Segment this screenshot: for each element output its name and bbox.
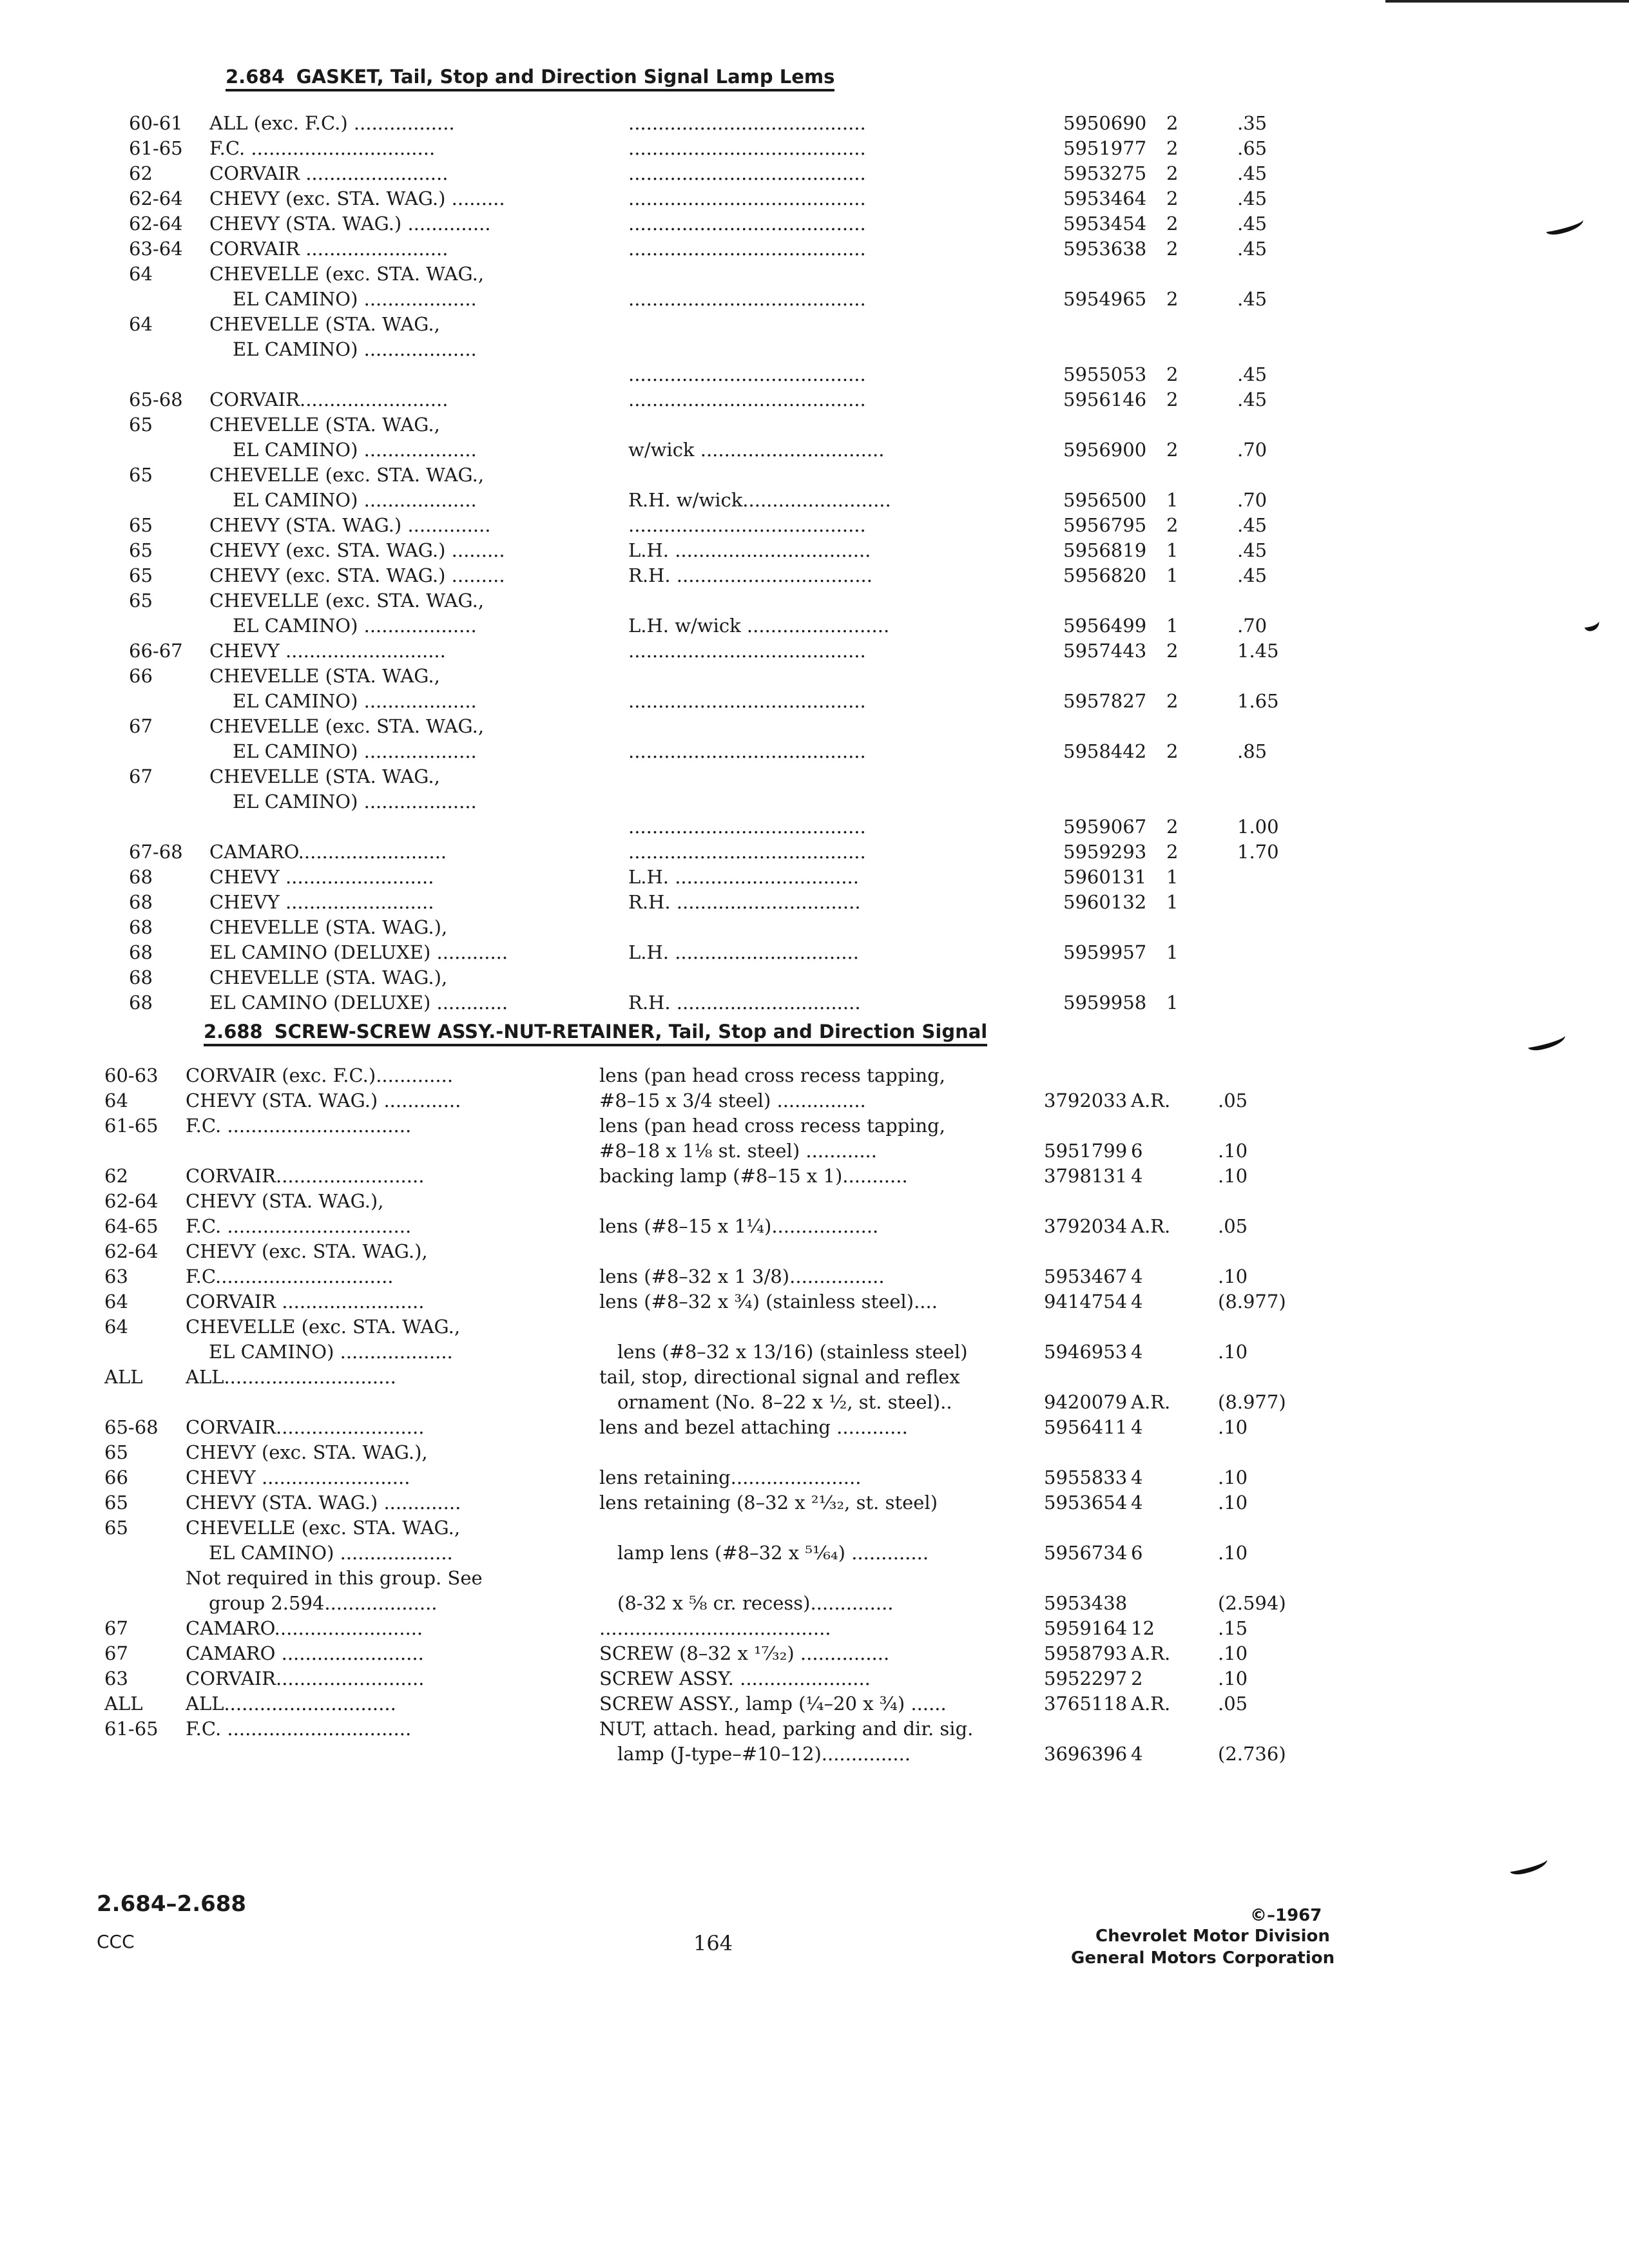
- description-cell: ........................................: [628, 162, 866, 184]
- quantity-cell: 2: [1166, 740, 1179, 762]
- top-rule: [1385, 0, 1629, 3]
- part-number-cell: 5956500: [1063, 489, 1147, 511]
- model-cell: EL CAMINO) ...................: [233, 338, 477, 360]
- section-title-2684: [226, 66, 834, 91]
- part-number-cell: 5956411: [1044, 1416, 1128, 1438]
- part-number-cell: 3696396: [1044, 1743, 1128, 1765]
- model-cell: EL CAMINO (DELUXE) ............: [209, 941, 508, 963]
- quantity-cell: A.R.: [1131, 1391, 1171, 1413]
- part-number-cell: 5950690: [1063, 112, 1147, 134]
- model-cell: EL CAMINO) ...................: [233, 791, 477, 812]
- quantity-cell: 1: [1166, 992, 1179, 1014]
- price-cell: .05: [1218, 1215, 1248, 1237]
- price-cell: .10: [1218, 1140, 1248, 1162]
- quantity-cell: 12: [1131, 1617, 1155, 1639]
- year-cell: 61-65: [104, 1115, 159, 1137]
- part-number-cell: 5955053: [1063, 363, 1147, 385]
- description-cell: L.H. ...............................: [628, 941, 859, 963]
- part-number-cell: 5953454: [1063, 213, 1147, 235]
- price-cell: .45: [1237, 539, 1268, 561]
- description-cell: R.H. ...............................: [628, 891, 861, 913]
- model-cell: CHEVY (STA. WAG.) .............: [186, 1492, 461, 1514]
- part-number-cell: 5956820: [1063, 564, 1147, 586]
- year-cell: ALL: [104, 1693, 143, 1715]
- year-cell: 65: [104, 1492, 128, 1514]
- price-cell: .10: [1218, 1542, 1248, 1564]
- price-cell: (8.977): [1218, 1391, 1286, 1413]
- year-cell: 61-65: [129, 137, 183, 159]
- year-cell: 66: [104, 1466, 128, 1488]
- description-cell: w/wick ...............................: [628, 439, 885, 461]
- part-number-cell: 5959067: [1063, 816, 1147, 838]
- year-cell: 63: [104, 1667, 128, 1689]
- margin-mark: [1508, 1854, 1548, 1877]
- quantity-cell: 2: [1166, 514, 1179, 536]
- model-cell: CHEVELLE (exc. STA. WAG.,: [186, 1517, 461, 1539]
- model-cell: EL CAMINO) ...................: [233, 489, 477, 511]
- year-cell: 65: [129, 539, 153, 561]
- year-cell: 68: [129, 891, 153, 913]
- quantity-cell: 1: [1166, 891, 1179, 913]
- description-cell: SCREW ASSY. ......................: [599, 1667, 871, 1689]
- year-cell: 65: [129, 464, 153, 486]
- year-cell: 68: [129, 966, 153, 988]
- model-cell: F.C. ...............................: [209, 137, 436, 159]
- model-cell: CHEVY (exc. STA. WAG.) .........: [209, 187, 505, 209]
- price-cell: .10: [1218, 1265, 1248, 1287]
- footer-division: Chevrolet Motor Division: [1095, 1927, 1330, 1946]
- model-cell: CHEVELLE (exc. STA. WAG.,: [209, 464, 485, 486]
- model-cell: F.C..............................: [186, 1265, 394, 1287]
- quantity-cell: A.R.: [1131, 1642, 1171, 1664]
- quantity-cell: 2: [1166, 816, 1179, 838]
- year-cell: 62-64: [104, 1190, 159, 1212]
- model-cell: Not required in this group. See: [186, 1567, 483, 1589]
- model-cell: F.C. ...............................: [186, 1718, 412, 1740]
- price-cell: .10: [1218, 1492, 1248, 1514]
- model-cell: CAMARO.........................: [209, 841, 447, 863]
- model-cell: CORVAIR.........................: [209, 389, 448, 410]
- quantity-cell: 1: [1166, 489, 1179, 511]
- part-number-cell: 5957827: [1063, 690, 1147, 712]
- year-cell: 67: [129, 715, 153, 737]
- year-cell: 65: [104, 1441, 128, 1463]
- part-number-cell: 5955833: [1044, 1466, 1128, 1488]
- price-cell: 1.45: [1237, 640, 1279, 662]
- description-cell: R.H. .................................: [628, 564, 872, 586]
- description-cell: tail, stop, directional signal and reflex: [599, 1366, 960, 1388]
- part-number-cell: 5953638: [1063, 238, 1147, 260]
- model-cell: ALL.............................: [186, 1693, 396, 1715]
- price-cell: .05: [1218, 1693, 1248, 1715]
- description-cell: ........................................: [628, 187, 866, 209]
- price-cell: .15: [1218, 1617, 1248, 1639]
- price-cell: .35: [1237, 112, 1268, 134]
- year-cell: 67: [104, 1642, 128, 1664]
- year-cell: 67: [129, 765, 153, 787]
- model-cell: CHEVY (exc. STA. WAG.),: [186, 1240, 428, 1262]
- description-cell: SCREW (8–32 x ¹⁷⁄₃₂) ...............: [599, 1642, 890, 1664]
- quantity-cell: 4: [1131, 1466, 1143, 1488]
- model-cell: F.C. ...............................: [186, 1115, 412, 1137]
- quantity-cell: 2: [1166, 213, 1179, 235]
- part-number-cell: 9420079: [1044, 1391, 1128, 1413]
- model-cell: CHEVY ...........................: [209, 640, 446, 662]
- model-cell: EL CAMINO) ...................: [209, 1341, 453, 1363]
- part-number-cell: 3792034: [1044, 1215, 1128, 1237]
- model-cell: CHEVY (STA. WAG.) .............: [186, 1090, 461, 1111]
- part-number-cell: 5946953: [1044, 1341, 1128, 1363]
- quantity-cell: 2: [1166, 137, 1179, 159]
- quantity-cell: 2: [1166, 187, 1179, 209]
- quantity-cell: A.R.: [1131, 1215, 1171, 1237]
- part-number-cell: 3765118: [1044, 1693, 1128, 1715]
- part-number-cell: 5953438: [1044, 1592, 1128, 1614]
- model-cell: CHEVELLE (exc. STA. WAG.,: [209, 263, 485, 285]
- part-number-cell: 5960131: [1063, 866, 1147, 888]
- model-cell: CHEVELLE (STA. WAG.,: [209, 765, 440, 787]
- year-cell: 64: [129, 263, 153, 285]
- part-number-cell: 5958442: [1063, 740, 1147, 762]
- part-number-cell: 5960132: [1063, 891, 1147, 913]
- quantity-cell: 1: [1166, 564, 1179, 586]
- part-number-cell: 5954965: [1063, 288, 1147, 310]
- price-cell: .45: [1237, 389, 1268, 410]
- year-cell: 68: [129, 941, 153, 963]
- description-cell: L.H. .................................: [628, 539, 871, 561]
- part-number-cell: 5956734: [1044, 1542, 1128, 1564]
- description-cell: lens (pan head cross recess tapping,: [599, 1115, 945, 1137]
- part-number-cell: 3798131: [1044, 1165, 1128, 1187]
- year-cell: 62-64: [104, 1240, 159, 1262]
- part-number-cell: 5951799: [1044, 1140, 1128, 1162]
- model-cell: CORVAIR ........................: [209, 162, 448, 184]
- description-cell: ........................................: [628, 213, 866, 235]
- description-cell: R.H. ...............................: [628, 992, 861, 1014]
- year-cell: 65: [129, 590, 153, 611]
- year-cell: 65: [104, 1517, 128, 1539]
- quantity-cell: 2: [1166, 363, 1179, 385]
- quantity-cell: 6: [1131, 1140, 1143, 1162]
- year-cell: 65: [129, 564, 153, 586]
- description-cell: lens (#8–32 x 13/16) (stainless steel): [617, 1341, 968, 1363]
- description-cell: lens retaining......................: [599, 1466, 862, 1488]
- model-cell: CAMARO ........................: [186, 1642, 424, 1664]
- model-cell: CHEVELLE (STA. WAG.,: [209, 665, 440, 687]
- description-cell: ........................................: [628, 137, 866, 159]
- description-cell: ........................................: [628, 816, 866, 838]
- quantity-cell: 2: [1166, 690, 1179, 712]
- model-cell: CHEVY .........................: [209, 891, 434, 913]
- price-cell: .45: [1237, 162, 1268, 184]
- model-cell: CORVAIR ........................: [186, 1291, 425, 1312]
- model-cell: CHEVY .........................: [186, 1466, 410, 1488]
- model-cell: CAMARO.........................: [186, 1617, 423, 1639]
- description-cell: L.H. ...............................: [628, 866, 859, 888]
- quantity-cell: 4: [1131, 1265, 1143, 1287]
- model-cell: ALL (exc. F.C.) .................: [209, 112, 455, 134]
- quantity-cell: 2: [1166, 389, 1179, 410]
- part-number-cell: 5958793: [1044, 1642, 1128, 1664]
- price-cell: 1.65: [1237, 690, 1279, 712]
- margin-mark: [1544, 215, 1585, 237]
- model-cell: CHEVELLE (STA. WAG.,: [209, 414, 440, 436]
- price-cell: .70: [1237, 489, 1268, 511]
- model-cell: group 2.594...................: [209, 1592, 438, 1614]
- part-number-cell: 5951977: [1063, 137, 1147, 159]
- year-cell: 68: [129, 916, 153, 938]
- model-cell: CHEVELLE (exc. STA. WAG.,: [209, 715, 485, 737]
- price-cell: 1.70: [1237, 841, 1279, 863]
- model-cell: CORVAIR.........................: [186, 1165, 425, 1187]
- price-cell: .10: [1218, 1667, 1248, 1689]
- model-cell: CHEVY (STA. WAG.) ..............: [209, 213, 491, 235]
- description-cell: lamp (J-type–#10–12)...............: [617, 1743, 911, 1765]
- year-cell: 66: [129, 665, 153, 687]
- year-cell: 60-61: [129, 112, 183, 134]
- description-cell: ........................................: [628, 841, 866, 863]
- quantity-cell: 1: [1166, 615, 1179, 637]
- description-cell: ........................................: [628, 112, 866, 134]
- part-number-cell: 5959957: [1063, 941, 1147, 963]
- quantity-cell: 4: [1131, 1291, 1143, 1312]
- quantity-cell: 4: [1131, 1416, 1143, 1438]
- description-cell: ........................................: [628, 740, 866, 762]
- footer-group-range: 2.684–2.688: [97, 1891, 247, 1917]
- year-cell: 65-68: [129, 389, 183, 410]
- year-cell: 62: [104, 1165, 128, 1187]
- quantity-cell: 1: [1166, 539, 1179, 561]
- description-cell: L.H. w/wick ........................: [628, 615, 890, 637]
- margin-mark: [1583, 615, 1601, 632]
- quantity-cell: 2: [1166, 112, 1179, 134]
- year-cell: 64-65: [104, 1215, 159, 1237]
- page-number: 164: [693, 1931, 733, 1956]
- year-cell: 67-68: [129, 841, 183, 863]
- year-cell: 60-63: [104, 1064, 159, 1086]
- price-cell: .45: [1237, 238, 1268, 260]
- price-cell: .45: [1237, 564, 1268, 586]
- quantity-cell: 2: [1166, 288, 1179, 310]
- year-cell: 65: [129, 514, 153, 536]
- part-number-cell: 5953654: [1044, 1492, 1128, 1514]
- description-cell: (8-32 x ⅝ cr. recess)..............: [617, 1592, 894, 1614]
- section-number: 2.684: [226, 66, 285, 88]
- model-cell: EL CAMINO) ...................: [233, 288, 477, 310]
- model-cell: EL CAMINO) ...................: [233, 615, 477, 637]
- year-cell: 64: [104, 1316, 128, 1338]
- model-cell: CHEVELLE (STA. WAG.),: [209, 966, 448, 988]
- price-cell: .65: [1237, 137, 1268, 159]
- quantity-cell: 1: [1166, 941, 1179, 963]
- section-title-2688: [204, 1021, 987, 1046]
- model-cell: CHEVELLE (STA. WAG.,: [209, 313, 440, 335]
- description-cell: ........................................: [628, 514, 866, 536]
- description-cell: NUT, attach. head, parking and dir. sig.: [599, 1718, 974, 1740]
- part-number-cell: 3792033: [1044, 1090, 1128, 1111]
- model-cell: CORVAIR (exc. F.C.).............: [186, 1064, 454, 1086]
- year-cell: 61-65: [104, 1718, 159, 1740]
- price-cell: (2.736): [1218, 1743, 1286, 1765]
- quantity-cell: A.R.: [1131, 1693, 1171, 1715]
- section-number: 2.688: [204, 1021, 263, 1043]
- quantity-cell: 1: [1166, 866, 1179, 888]
- model-cell: CHEVY (exc. STA. WAG.) .........: [209, 539, 505, 561]
- description-cell: lens (pan head cross recess tapping,: [599, 1064, 945, 1086]
- quantity-cell: A.R.: [1131, 1090, 1171, 1111]
- price-cell: .05: [1218, 1090, 1248, 1111]
- year-cell: 63: [104, 1265, 128, 1287]
- quantity-cell: 2: [1166, 841, 1179, 863]
- year-cell: 64: [104, 1291, 128, 1312]
- price-cell: .70: [1237, 439, 1268, 461]
- model-cell: CORVAIR ........................: [209, 238, 448, 260]
- footer-corporation: General Motors Corporation: [1071, 1948, 1335, 1968]
- part-number-cell: 5953467: [1044, 1265, 1128, 1287]
- section-heading: SCREW-SCREW ASSY.-NUT-RETAINER, Tail, Stop and Direction Signal: [274, 1021, 988, 1043]
- year-cell: 68: [129, 866, 153, 888]
- price-cell: .10: [1218, 1466, 1248, 1488]
- description-cell: ........................................: [628, 238, 866, 260]
- section-heading: GASKET, Tail, Stop and Direction Signal Lamp Lems: [296, 66, 835, 88]
- model-cell: CHEVELLE (exc. STA. WAG.,: [186, 1316, 461, 1338]
- part-number-cell: 5953275: [1063, 162, 1147, 184]
- quantity-cell: 2: [1166, 238, 1179, 260]
- year-cell: 62: [129, 162, 153, 184]
- price-cell: .10: [1218, 1341, 1248, 1363]
- description-cell: lamp lens (#8–32 x ⁵¹⁄₆₄) .............: [617, 1542, 929, 1564]
- description-cell: lens and bezel attaching ............: [599, 1416, 908, 1438]
- quantity-cell: 2: [1166, 439, 1179, 461]
- description-cell: ornament (No. 8–22 x ½, st. steel)..: [617, 1391, 952, 1413]
- description-cell: backing lamp (#8–15 x 1)...........: [599, 1165, 908, 1187]
- model-cell: CHEVY (exc. STA. WAG.) .........: [209, 564, 505, 586]
- year-cell: 65: [129, 414, 153, 436]
- part-number-cell: 5956795: [1063, 514, 1147, 536]
- quantity-cell: 4: [1131, 1492, 1143, 1514]
- price-cell: .85: [1237, 740, 1268, 762]
- price-cell: 1.00: [1237, 816, 1279, 838]
- model-cell: F.C. ...............................: [186, 1215, 412, 1237]
- quantity-cell: 6: [1131, 1542, 1143, 1564]
- model-cell: EL CAMINO) ...................: [209, 1542, 453, 1564]
- year-cell: 66-67: [129, 640, 183, 662]
- model-cell: EL CAMINO) ...................: [233, 740, 477, 762]
- model-cell: CORVAIR.........................: [186, 1416, 425, 1438]
- margin-mark: [1526, 1030, 1566, 1053]
- description-cell: ........................................: [628, 288, 866, 310]
- quantity-cell: 4: [1131, 1165, 1143, 1187]
- year-cell: 62-64: [129, 187, 183, 209]
- description-cell: .......................................: [599, 1617, 831, 1639]
- model-cell: CORVAIR.........................: [186, 1667, 425, 1689]
- description-cell: lens (#8–32 x ¾) (stainless steel)....: [599, 1291, 938, 1312]
- price-cell: .45: [1237, 213, 1268, 235]
- quantity-cell: 2: [1166, 640, 1179, 662]
- price-cell: .10: [1218, 1165, 1248, 1187]
- year-cell: 63-64: [129, 238, 183, 260]
- price-cell: .45: [1237, 288, 1268, 310]
- part-number-cell: 5956146: [1063, 389, 1147, 410]
- description-cell: #8–15 x 3/4 steel) ...............: [599, 1090, 866, 1111]
- price-cell: .45: [1237, 363, 1268, 385]
- price-cell: .45: [1237, 514, 1268, 536]
- part-number-cell: 5957443: [1063, 640, 1147, 662]
- model-cell: CHEVY (STA. WAG.) ..............: [209, 514, 491, 536]
- part-number-cell: 5956900: [1063, 439, 1147, 461]
- model-cell: EL CAMINO (DELUXE) ............: [209, 992, 508, 1014]
- description-cell: R.H. w/wick.........................: [628, 489, 891, 511]
- quantity-cell: 2: [1131, 1667, 1143, 1689]
- model-cell: CHEVELLE (exc. STA. WAG.,: [209, 590, 485, 611]
- description-cell: lens (#8–32 x 1 3/8)................: [599, 1265, 885, 1287]
- year-cell: ALL: [104, 1366, 143, 1388]
- part-number-cell: 5956499: [1063, 615, 1147, 637]
- description-cell: SCREW ASSY., lamp (¼–20 x ¾) ......: [599, 1693, 947, 1715]
- description-cell: ........................................: [628, 363, 866, 385]
- year-cell: 64: [129, 313, 153, 335]
- description-cell: #8–18 x 1⅛ st. steel) ............: [599, 1140, 877, 1162]
- part-number-cell: 5959293: [1063, 841, 1147, 863]
- price-cell: .10: [1218, 1416, 1248, 1438]
- description-cell: ........................................: [628, 389, 866, 410]
- model-cell: CHEVY (STA. WAG.),: [186, 1190, 384, 1212]
- part-number-cell: 5952297: [1044, 1667, 1128, 1689]
- footer-copyright: ©–1967: [1250, 1906, 1322, 1925]
- part-number-cell: 5959164: [1044, 1617, 1128, 1639]
- description-cell: ........................................: [628, 640, 866, 662]
- part-number-cell: 5956819: [1063, 539, 1147, 561]
- year-cell: 68: [129, 992, 153, 1014]
- part-number-cell: 9414754: [1044, 1291, 1128, 1312]
- part-number-cell: 5959958: [1063, 992, 1147, 1014]
- part-number-cell: 5953464: [1063, 187, 1147, 209]
- year-cell: 62-64: [129, 213, 183, 235]
- model-cell: CHEVELLE (STA. WAG.),: [209, 916, 448, 938]
- price-cell: (8.977): [1218, 1291, 1286, 1312]
- quantity-cell: 4: [1131, 1341, 1143, 1363]
- model-cell: ALL.............................: [186, 1366, 396, 1388]
- description-cell: ........................................: [628, 690, 866, 712]
- quantity-cell: 4: [1131, 1743, 1143, 1765]
- description-cell: lens (#8–15 x 1¼)..................: [599, 1215, 879, 1237]
- model-cell: EL CAMINO) ...................: [233, 690, 477, 712]
- description-cell: lens retaining (8–32 x ²¹⁄₃₂, st. steel): [599, 1492, 938, 1514]
- price-cell: .10: [1218, 1642, 1248, 1664]
- model-cell: CHEVY (exc. STA. WAG.),: [186, 1441, 428, 1463]
- price-cell: .70: [1237, 615, 1268, 637]
- footer-code: CCC: [97, 1931, 135, 1952]
- year-cell: 65-68: [104, 1416, 159, 1438]
- price-cell: .45: [1237, 187, 1268, 209]
- model-cell: CHEVY .........................: [209, 866, 434, 888]
- quantity-cell: 2: [1166, 162, 1179, 184]
- year-cell: 67: [104, 1617, 128, 1639]
- year-cell: 64: [104, 1090, 128, 1111]
- price-cell: (2.594): [1218, 1592, 1286, 1614]
- model-cell: EL CAMINO) ...................: [233, 439, 477, 461]
